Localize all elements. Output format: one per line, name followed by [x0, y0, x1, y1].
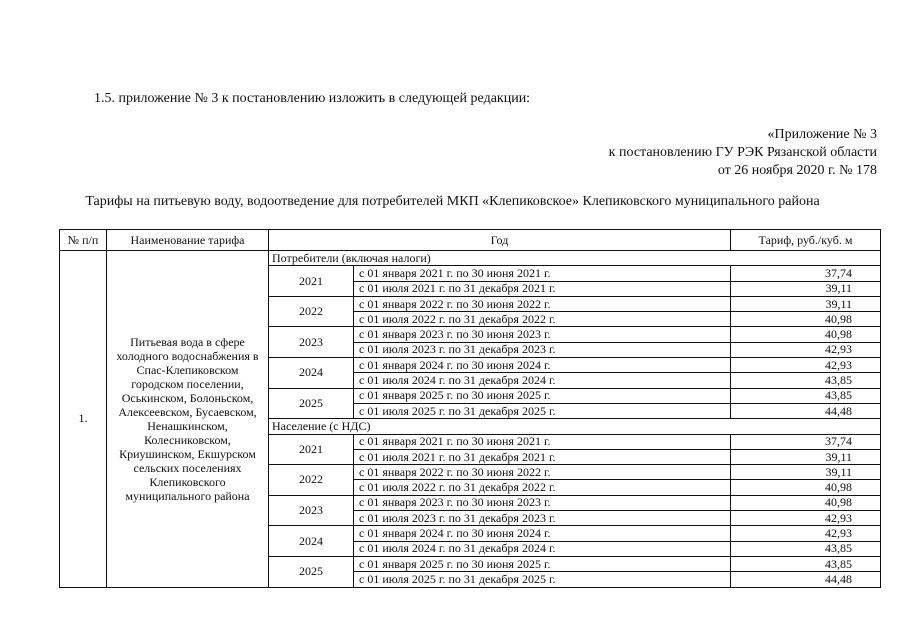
intro-paragraph: 1.5. приложение № 3 к постановлению изложить в следующей редакции:: [94, 91, 531, 106]
tariff-value-cell: 42,93: [731, 342, 881, 357]
period-cell: с 01 июля 2025 г. по 31 декабря 2025 г.: [354, 403, 731, 418]
tariff-value-cell: 43,85: [731, 541, 881, 556]
period-cell: с 01 января 2021 г. по 30 июня 2021 г.: [354, 434, 731, 449]
tariff-value-cell: 44,48: [731, 572, 881, 587]
period-cell: с 01 июля 2022 г. по 31 декабря 2022 г.: [354, 480, 731, 495]
year-cell: 2021: [269, 434, 354, 465]
tariff-value-cell: 37,74: [731, 434, 881, 449]
tariff-value-cell: 44,48: [731, 403, 881, 418]
period-cell: с 01 января 2022 г. по 30 июня 2022 г.: [354, 465, 731, 480]
group-row: [60, 251, 881, 266]
year-cell: 2025: [269, 388, 354, 419]
year-cell: 2021: [269, 266, 354, 297]
period-cell: с 01 января 2021 г. по 30 июня 2021 г.: [354, 266, 731, 281]
period-cell: с 01 января 2023 г. по 30 июня 2023 г.: [354, 495, 731, 510]
year-cell: 2022: [269, 465, 354, 496]
year-cell: 2023: [269, 327, 354, 358]
year-cell: 2024: [269, 358, 354, 389]
tariff-value-cell: 39,11: [731, 296, 881, 311]
table-header-row: [60, 230, 881, 251]
row-number: 1.: [60, 251, 107, 588]
period-cell: с 01 июля 2024 г. по 31 декабря 2024 г.: [354, 373, 731, 388]
tariff-value-cell: 37,74: [731, 266, 881, 281]
year-cell: 2024: [269, 526, 354, 557]
period-cell: с 01 июля 2021 г. по 31 декабря 2021 г.: [354, 449, 731, 464]
tariff-value-cell: 39,11: [731, 449, 881, 464]
year-cell: 2023: [269, 495, 354, 526]
tariff-value-cell: 42,93: [731, 358, 881, 373]
document-title: Тарифы на питьевую воду, водоотведение для потребителей МКП «Клепиковское» Клепиковского муниципального района: [85, 194, 820, 209]
appendix-line-2: к постановлению ГУ РЭК Рязанской области: [608, 145, 877, 160]
tariff-table-body: [60, 251, 881, 588]
consumer-group-label: Население (с НДС): [269, 419, 881, 434]
period-cell: с 01 января 2023 г. по 30 июня 2023 г.: [354, 327, 731, 342]
consumer-group-label: Потребители (включая налоги): [269, 251, 881, 266]
header-tariff-value: Тариф, руб./куб. м: [731, 230, 881, 251]
tariff-value-cell: 39,11: [731, 281, 881, 296]
tariff-value-cell: 40,98: [731, 327, 881, 342]
period-cell: с 01 января 2022 г. по 30 июня 2022 г.: [354, 296, 731, 311]
header-tariff-name: Наименование тарифа: [107, 230, 269, 251]
tariff-name: Питьевая вода в сфере холодного водоснабжения в Спас-Клепиковском городском поселении, Оськинском, Болоньском, Алексеевском, Бусаевском, Ненашкинском, Колесниковском, Криушинском, Екшурском сельских поселениях Клепиковского муниципального района: [107, 251, 269, 588]
period-cell: с 01 января 2025 г. по 30 июня 2025 г.: [354, 388, 731, 403]
period-cell: с 01 июля 2023 г. по 31 декабря 2023 г.: [354, 342, 731, 357]
appendix-line-3: от 26 ноября 2020 г. № 178: [717, 163, 877, 178]
period-cell: с 01 июля 2023 г. по 31 декабря 2023 г.: [354, 511, 731, 526]
tariff-value-cell: 39,11: [731, 465, 881, 480]
tariff-value-cell: 40,98: [731, 480, 881, 495]
tariff-value-cell: 43,85: [731, 388, 881, 403]
tariff-value-cell: 42,93: [731, 511, 881, 526]
year-cell: 2022: [269, 296, 354, 327]
header-year: Год: [269, 230, 731, 251]
period-cell: с 01 июля 2025 г. по 31 декабря 2025 г.: [354, 572, 731, 587]
tariff-table: [59, 229, 881, 588]
year-cell: 2025: [269, 556, 354, 587]
period-cell: с 01 июля 2021 г. по 31 декабря 2021 г.: [354, 281, 731, 296]
tariff-value-cell: 43,85: [731, 373, 881, 388]
tariff-value-cell: 40,98: [731, 495, 881, 510]
period-cell: с 01 июля 2022 г. по 31 декабря 2022 г.: [354, 312, 731, 327]
appendix-line-1: «Приложение № 3: [767, 127, 877, 142]
period-cell: с 01 июля 2024 г. по 31 декабря 2024 г.: [354, 541, 731, 556]
tariff-value-cell: 42,93: [731, 526, 881, 541]
tariff-value-cell: 40,98: [731, 312, 881, 327]
appendix-reference: [609, 126, 877, 180]
period-cell: с 01 января 2025 г. по 30 июня 2025 г.: [354, 556, 731, 571]
period-cell: с 01 января 2024 г. по 30 июня 2024 г.: [354, 358, 731, 373]
period-cell: с 01 января 2024 г. по 30 июня 2024 г.: [354, 526, 731, 541]
header-number: № п/п: [60, 230, 107, 251]
tariff-value-cell: 43,85: [731, 556, 881, 571]
